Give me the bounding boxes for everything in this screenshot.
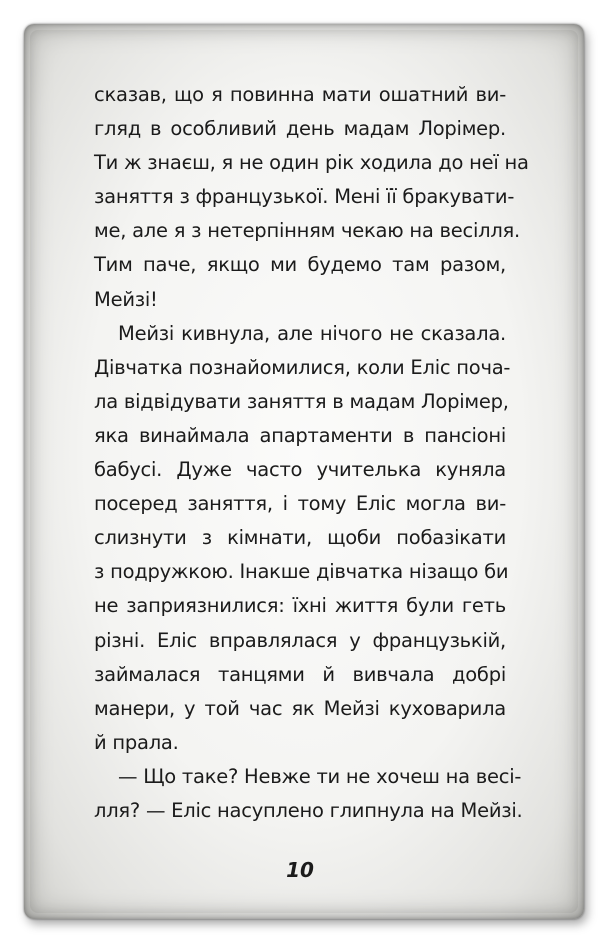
text-line: бабусі. Дуже часто учителька куняла (94, 458, 506, 482)
text-line: Мейзі! (94, 287, 158, 311)
page-number: 10 (286, 858, 314, 882)
page-text (94, 78, 529, 828)
text-line: заняття з французької. Мені її бракувати- (94, 185, 515, 209)
text-line: Мейзі кивнула, але нічого не сказала. (118, 321, 506, 345)
text-line: сказав, що я повинна мати ошатний ви- (94, 83, 506, 106)
text-line: різні. Еліс вправлялася у французькій, (94, 628, 506, 652)
text-line: Ти ж знаєш, я не один рік ходила до неї на (94, 151, 529, 175)
text-line: манери, у той час як Мейзі куховарила (94, 696, 506, 720)
text-line: з подружкою. Інакше дівчатка нізащо би (94, 560, 509, 584)
text-line: лля? — Еліс насуплено глипнула на Мейзі. (94, 798, 523, 822)
text-line: яка винаймала апартаменти в пансіоні (94, 423, 506, 447)
text-line: не заприязнилися: їхні життя були геть (94, 594, 506, 618)
text-line: Тим паче, якщо ми будемо там разом, (94, 253, 506, 277)
text-line: Дівчатка познайомилися, коли Еліс поча- (94, 355, 511, 379)
text-line: посеред заняття, і тому Еліс могла ви- (94, 492, 506, 516)
text-line: займалася танцями й вивчала добрі (94, 662, 506, 686)
text-line: ме, але я з нетерпінням чекаю на весілля. (94, 219, 520, 243)
text-line: ла відвідувати заняття в мадам Лорімер, (94, 389, 509, 413)
text-line: — Що таке? Невже ти не хочеш на весі- (118, 764, 522, 788)
text-line: й прала. (94, 730, 179, 754)
text-line: гляд в особливий день мадам Лорімер. (94, 117, 506, 141)
text-line: слизнути з кімнати, щоби побазікати (94, 526, 506, 550)
